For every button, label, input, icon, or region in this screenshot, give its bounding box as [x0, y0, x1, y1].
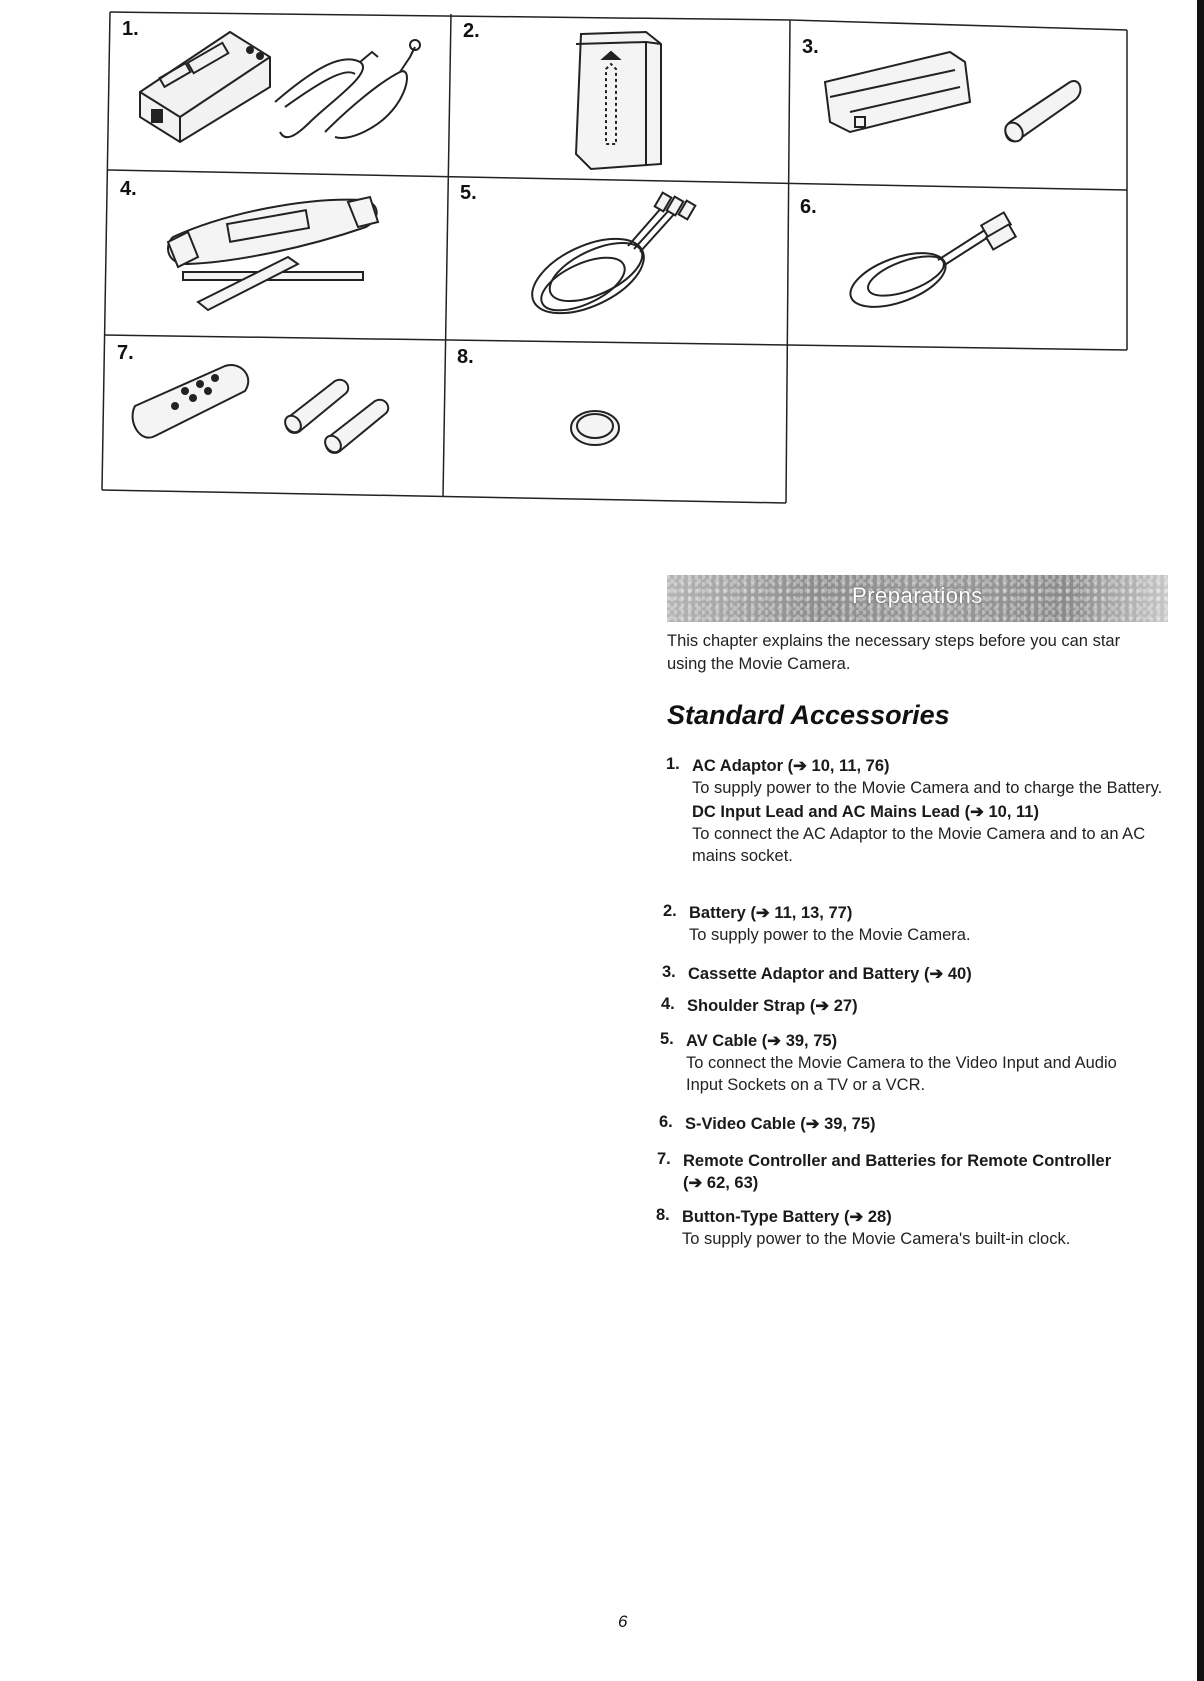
item-description: To supply power to the Movie Camera. — [689, 926, 971, 944]
cell-number: 8. — [457, 346, 474, 368]
item-number: 4. — [661, 995, 675, 1013]
item-description: To supply power to the Movie Camera and to charge the Battery. — [692, 779, 1163, 797]
page-number: 6 — [618, 1612, 628, 1631]
section-title: Standard Accessories — [667, 700, 950, 730]
accessory-cell-2 — [451, 14, 789, 174]
accessory-cell-4 — [108, 172, 448, 334]
accessory-cell-1 — [110, 12, 450, 170]
cell-number: 6. — [800, 196, 817, 218]
accessory-grid — [0, 0, 1204, 520]
cassette-adaptor-illustration — [790, 22, 1126, 188]
accessory-cell-6 — [788, 190, 1126, 348]
battery-illustration — [451, 14, 789, 174]
item-title: AC Adaptor (➔ 10, 11, 76) — [692, 757, 890, 775]
item-description: To connect the Movie Camera to the Video Input and Audio Input Sockets on a TV or a VCR. — [686, 1054, 1117, 1094]
item-description: To supply power to the Movie Camera's built-in clock. — [682, 1230, 1071, 1248]
section-banner — [667, 575, 1168, 622]
item-number: 1. — [666, 755, 680, 773]
item-title: Cassette Adaptor and Battery (➔ 40) — [688, 965, 972, 983]
av-cable-illustration — [448, 176, 786, 338]
item-subtitle: DC Input Lead and AC Mains Lead (➔ 10, 11) — [692, 803, 1039, 821]
accessory-cell-3 — [790, 22, 1126, 188]
cell-number: 2. — [463, 20, 480, 42]
shoulder-strap-illustration — [108, 172, 448, 334]
item-title: S-Video Cable (➔ 39, 75) — [685, 1115, 876, 1133]
cell-number: 1. — [122, 18, 139, 40]
cell-number: 4. — [120, 178, 137, 200]
item-number: 8. — [656, 1206, 670, 1224]
item-title: Shoulder Strap (➔ 27) — [687, 997, 858, 1015]
item-title: Remote Controller and Batteries for Remote Controller — [683, 1152, 1112, 1170]
accessory-cell-7 — [105, 336, 443, 494]
ac-adaptor-illustration — [110, 12, 450, 170]
item-title: AV Cable (➔ 39, 75) — [686, 1032, 838, 1050]
remote-controller-illustration — [105, 336, 443, 494]
item-number: 2. — [663, 902, 677, 920]
item-sub-description: To connect the AC Adaptor to the Movie Camera and to an AC mains socket. — [692, 825, 1146, 865]
item-number: 7. — [657, 1150, 671, 1168]
item-number: 3. — [662, 963, 676, 981]
item-title: Battery (➔ 11, 13, 77) — [689, 904, 853, 922]
banner-title: Preparations — [852, 583, 983, 608]
intro-paragraph — [667, 630, 1167, 676]
cell-number: 7. — [117, 342, 134, 364]
intro-line-1: This chapter explains the necessary steps before you can star — [667, 632, 1121, 650]
cell-number: 5. — [460, 182, 477, 204]
accessory-cell-8 — [445, 340, 785, 500]
s-video-cable-illustration — [788, 190, 1126, 348]
item-number: 6. — [659, 1113, 673, 1131]
cell-number: 3. — [802, 36, 819, 58]
item-number: 5. — [660, 1030, 674, 1048]
item-title: Button-Type Battery (➔ 28) — [682, 1208, 892, 1226]
button-battery-illustration — [445, 340, 785, 500]
item-title-continued: (➔ 62, 63) — [683, 1174, 759, 1192]
accessory-cell-5 — [448, 176, 786, 338]
intro-line-2: using the Movie Camera. — [667, 655, 851, 673]
